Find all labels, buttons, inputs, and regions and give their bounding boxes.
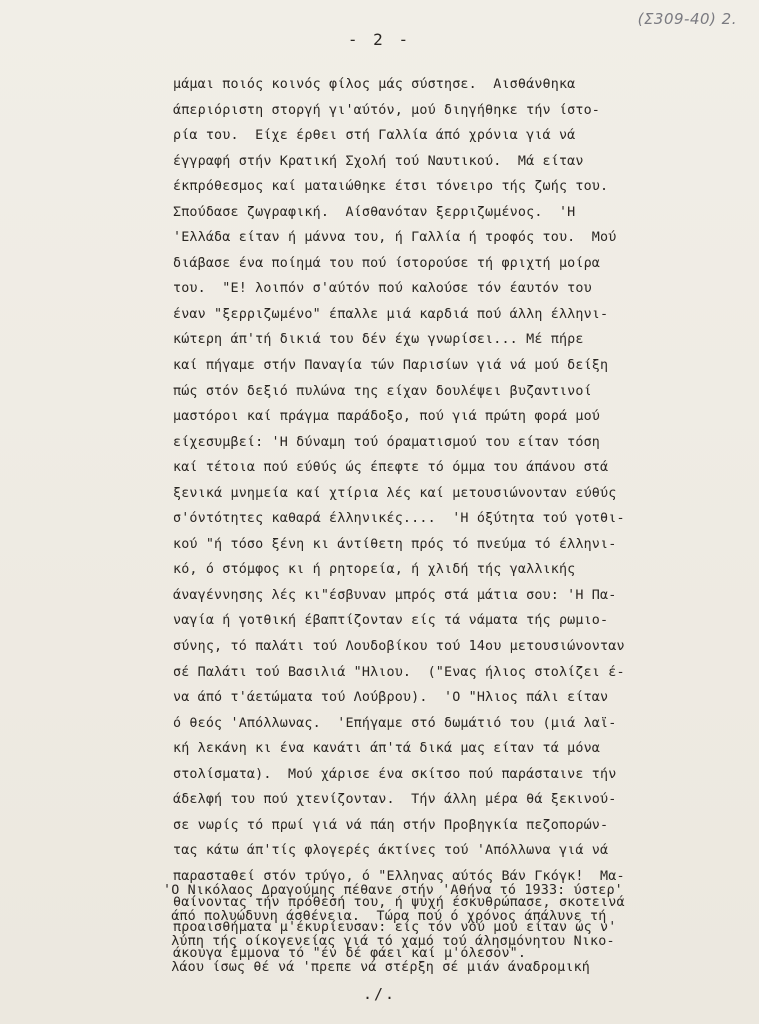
text-line: μάμαι ποιός κοινός φίλος μάς σύστησε. Αισθάνθηκα	[173, 77, 576, 92]
text-line: τας κάτω άπ'τίς φλογερές άκτίνες τού 'Απόλλωνα γιά νά	[173, 843, 609, 859]
text-line: άπεριόριστη στοργή γι'αύτόν, μού διηγήθηκε τήν ίστο-	[173, 102, 601, 118]
text-line: ξενικά μνημεία καί χτίρια λές καί μετουσιώνονταν εύθύς	[173, 485, 617, 501]
text-line: ρία του. Είχε έρθει στή Γαλλία άπό χρόνια γιά νά	[173, 128, 576, 144]
text-line: έναν "ξερριζωμένο" έπαλλε μιά καρδιά πού άλλη έλληνι-	[173, 306, 609, 322]
text-line: κό, ό στόμφος κι ή ρητορεία, ή χλιδή τής γαλλικής	[173, 562, 576, 578]
text-line: λάου ίσως θέ νά 'πρεπε νά στέρξη σέ μιάν άναδρομική	[163, 959, 591, 975]
text-line: ό θεός 'Απόλλωνας. 'Επήγαμε στό δωμάτιό του (μιά λαϊ-	[173, 715, 617, 731]
continuation-mark: ./.	[362, 985, 397, 1003]
text-line: θαίνοντας τήν πρόθεσή του, ή ψυχή έσκυθρώπασε, σκοτεινά	[173, 894, 625, 910]
text-line: έγγραφή στήν Κρατική Σχολή τού Ναυτικού. Μά είταν	[173, 153, 584, 169]
archive-reference-note: (Σ309-40) 2.	[637, 10, 737, 28]
text-line: είχεσυμβεί: 'Η δύναμη τού όραματισμού του είταν τόση	[173, 434, 601, 450]
text-line: μαστόροι καί πράγμα παράδοξο, πού γιά πρώτη φορά μού	[173, 409, 601, 425]
text-line: καί τέτοια πού εύθύς ώς έπεφτε τό όμμα του άπάνου στά	[173, 460, 609, 476]
text-line: 'Ελλάδα είταν ή μάννα του, ή Γαλλία ή τροφός του. Μού	[173, 230, 617, 246]
text-line: λύπη τής οίκογενείας γιά τό χαμό τού άλησμόνητου Νικο-	[163, 934, 615, 950]
text-line: έκπρόθεσμος καί ματαιώθηκε έτσι τόνειρο τής ζωής του.	[173, 179, 609, 195]
text-line: παρασταθεί στόν τρύγο, ό "Ελληνας αύτός Βάν Γκόγκ! Μα-	[173, 868, 625, 884]
text-line: κού "ή τόσο ξένη κι άντίθετη πρός τό πνεύμα τό έλληνι-	[173, 536, 617, 552]
text-line: να άπό τ'άετώματα τού Λούβρου). 'Ο "Ηλιος πάλι είταν	[173, 690, 609, 706]
text-line: του. "Ε! λοιπόν σ'αύτόν πού καλούσε τόν έαυτόν του	[173, 281, 592, 297]
paragraph-1	[173, 72, 673, 966]
text-line: προαισθήματα μ'έκυρίευσαν: είς τόν νού μου είταν ώς ν'	[173, 920, 617, 936]
text-line: σε νωρίς τό πρωί γιά νά πάη στήν Προβηγκία πεζοπορών-	[173, 817, 609, 833]
text-line: πώς στόν δεξιό πυλώνα της είχαν δουλέψει βυζαντινοί	[173, 383, 592, 399]
text-line: κή λεκάνη κι ένα κανάτι άπ'τά δικά μας είταν τά μόνα	[173, 741, 601, 757]
paragraph-2	[163, 878, 673, 980]
text-line: άκουγα έμμονα τό "έν δέ φάει καί μ'όλεσον".	[173, 945, 527, 961]
text-line: στολίσματα). Μού χάρισε ένα σκίτσο πού παράσταινε τήν	[173, 766, 617, 782]
text-line: διάβασε ένα ποίημά του πού ίστορούσε τή φριχτή μοίρα	[173, 255, 601, 271]
page-number: - 2 -	[347, 30, 412, 49]
text-line: κώτερη άπ'τή δικιά του δέν έχω γνωρίσει... Μέ πήρε	[173, 332, 584, 348]
text-line: καί πήγαμε στήν Παναγία τών Παρισίων γιά νά μού δείξη	[173, 358, 609, 374]
text-line: άπό πολυώδυνη άσθένεια. Τώρα πού ό χρόνος άπάλυνε τή	[163, 908, 607, 924]
text-line: 'Ο Νικόλαος Δραγούμης πέθανε στήν 'Αθήνα τό 1933: ύστερ'	[163, 883, 623, 898]
text-line: άναγέννησης λές κι"έσβυναν μπρός στά μάτια σου: 'Η Πα-	[173, 587, 617, 603]
text-line: σύνης, τό παλάτι τού Λουδοβίκου τού 14ου μετουσιώνονταν	[173, 639, 625, 655]
text-line: άδελφή του πού χτενίζονταν. Τήν άλλη μέρα θά ξεκινού-	[173, 792, 617, 808]
text-line: σ'όντότητες καθαρά έλληνικές.... 'Η όξύτητα τού γοτθι-	[173, 511, 625, 527]
text-line: Σπούδασε ζωγραφική. Αίσθανόταν ξερριζωμένος. 'Η	[173, 204, 576, 220]
text-line: σέ Παλάτι τού Βασιλιά "Ηλιου. ("Ενας ήλιος στολίζει έ-	[173, 664, 625, 680]
text-line: ναγία ή γοτθική έβαπτίζονταν είς τά νάματα τής ρωμιο-	[173, 613, 609, 629]
